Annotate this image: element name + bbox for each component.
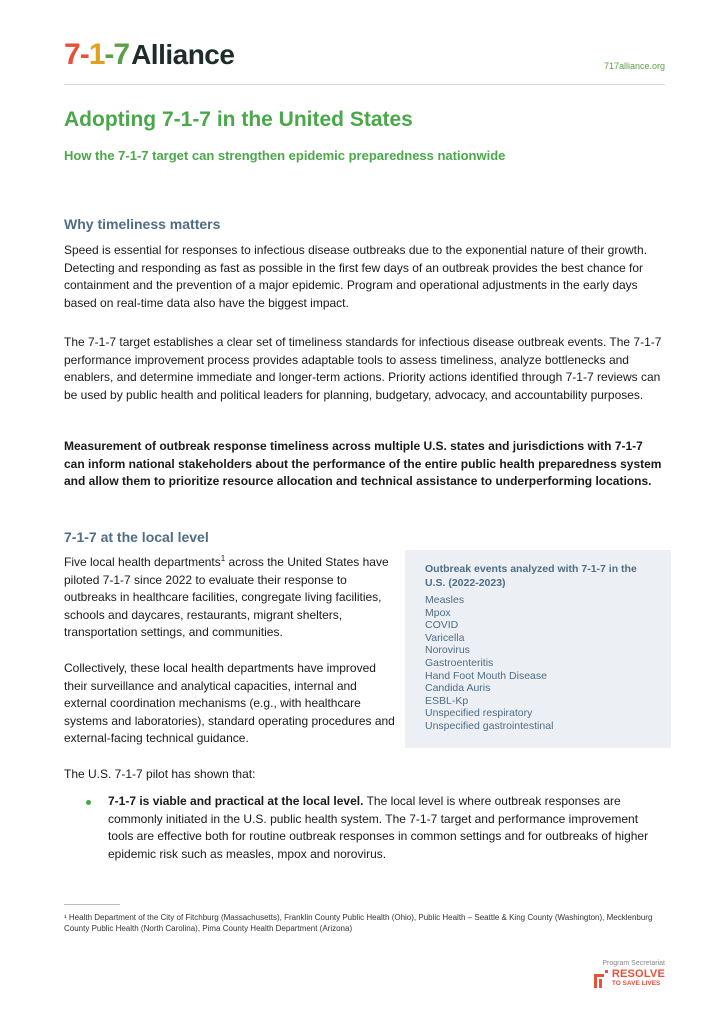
- footnote-marker[interactable]: 1: [220, 554, 226, 563]
- resolve-logo-icon: [594, 970, 608, 988]
- list-item: Gastroenteritis: [425, 656, 494, 669]
- local-level-text: [64, 554, 399, 642]
- list-item: ESBL-Kp: [425, 694, 469, 707]
- list-item: Unspecified respiratory: [425, 707, 533, 720]
- paragraph: [64, 554, 399, 642]
- paragraph: The 7-1-7 target establishes a clear set of timeliness standards for infectious disease outbreak events. The 7-1-7 performance improvement process provides adaptable tools to assess timeliness, analyze bottlenecks and enablers, and determine immediate and longer-term actions. Priority actions identified through 7-1-7 reviews can be used by public health and political leaders for planning, budgetary, advocacy, and accountability purposes.: [64, 335, 662, 402]
- logo-dash: -: [104, 38, 114, 71]
- resolve-wordmark-line2: TO SAVE LIVES: [611, 980, 661, 987]
- logo-wordmark: Alliance: [131, 39, 235, 70]
- resolve-wordmark: [612, 970, 665, 988]
- outbreak-events-list: [425, 594, 553, 733]
- list-item: Mpox: [425, 606, 451, 619]
- logo-digit: 1: [88, 38, 105, 71]
- bullet-text: The local level is where outbreak responses are commonly initiated in the U.S. public health system. The 7-1-7 target and performance improvement tools are effective both for routine outbreak responses in common settings and for outbreaks of higher epidemic risk such as measles, mpox and norovirus.: [108, 794, 649, 861]
- list-item: Unspecified gastrointestinal: [425, 719, 554, 732]
- key-message-paragraph: Measurement of outbreak response timeliness across multiple U.S. states and jurisdictions with 7-1-7 can inform national stakeholders about the performance of the entire public health preparedness system and allow them to prioritize resource allocation and technical assistance to underperforming locations.: [64, 439, 662, 488]
- resolve-logo: [594, 970, 665, 988]
- paragraph-text: across the United States have piloted 7-1-7 since 2022 to evaluate their response to outbreaks in healthcare facilities, congregate living facilities, schools and daycares, restaurants, migrant shelters, transportation settings, and communities.: [64, 555, 389, 639]
- page-title: Adopting 7-1-7 in the United States: [64, 108, 413, 131]
- paragraph: Collectively, these local health departments have improved their surveillance and analytical capacities, internal and external coordination mechanisms (e.g., with healthcare systems and laboratories), standard operating procedures and external-facing technical guidance.: [64, 661, 395, 745]
- list-item: Norovirus: [425, 644, 470, 657]
- list-item: Measles: [425, 594, 465, 606]
- page-subtitle: How the 7-1-7 target can strengthen epidemic preparedness nationwide: [64, 148, 506, 163]
- list-item: Varicella: [425, 631, 465, 644]
- logo-dash: -: [79, 38, 89, 71]
- paragraph: Speed is essential for responses to infectious disease outbreaks due to the exponential nature of their growth. Detecting and responding as fast as possible in the first few days of an outbreak provides the best chance for containment and the prevention of a major epidemic. Program and operational adjustments in the early days based on real-time data also have the biggest impact.: [64, 243, 648, 310]
- pilot-findings-list: [86, 793, 666, 863]
- bullet-lead: 7-1-7 is viable and practical at the local level.: [108, 794, 364, 808]
- section-heading-local-level: 7-1-7 at the local level: [64, 529, 209, 545]
- logo-mark: [64, 38, 129, 72]
- site-link[interactable]: 717alliance.org: [603, 61, 665, 71]
- footnote-divider: [64, 904, 120, 905]
- list-item: Candida Auris: [425, 682, 491, 695]
- footnote: ¹ Health Department of the City of Fitchburg (Massachusetts), Franklin County Public Health (Ohio), Public Health – Seattle & King County (Washington), Mecklenburg County Public Health (North Carolina), Pima County Health Department (Arizona): [64, 913, 653, 933]
- bullet-icon: [86, 800, 91, 805]
- paragraph-text: Five local health departments: [64, 555, 221, 569]
- resolve-wordmark-line1: RESOLVE: [611, 968, 665, 980]
- header-divider: [64, 84, 665, 85]
- box-title: Outbreak events analyzed with 7-1-7 in the U.S. (2022-2023): [425, 563, 637, 589]
- local-level-text-2: [64, 660, 399, 748]
- list-item: COVID: [425, 619, 459, 632]
- secretariat-label: Program Secretariat: [602, 960, 665, 967]
- logo-digit: 7: [113, 38, 130, 71]
- program-secretariat: [594, 960, 665, 988]
- outbreak-events-box: [405, 550, 671, 748]
- list-item: [86, 793, 666, 863]
- pilot-intro: The U.S. 7-1-7 pilot has shown that:: [64, 767, 256, 781]
- list-item: Hand Foot Mouth Disease: [425, 669, 547, 682]
- section-heading-timeliness: Why timeliness matters: [64, 216, 221, 232]
- logo-digit: 7: [64, 38, 80, 71]
- 717-alliance-logo: [64, 38, 234, 72]
